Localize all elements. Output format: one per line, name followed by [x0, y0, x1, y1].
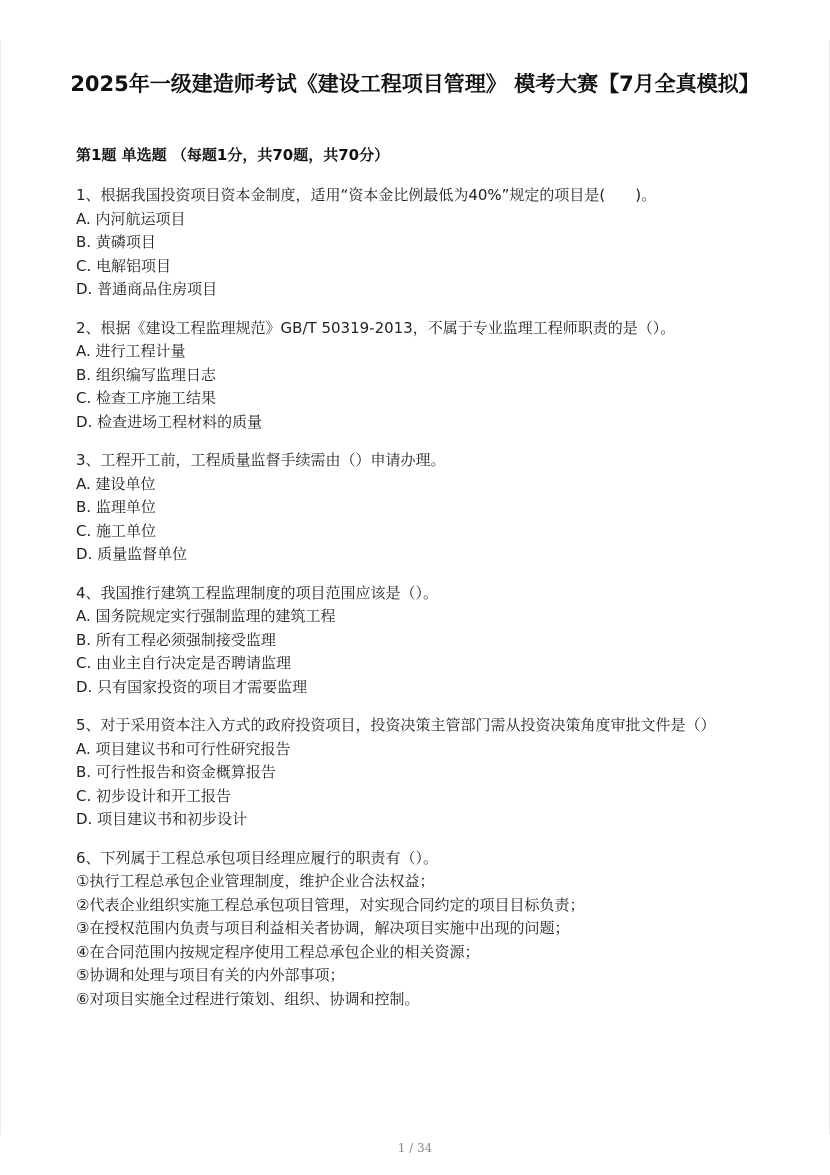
option-c: C. 施工单位	[76, 521, 157, 540]
option-b: B. 所有工程必须强制接受监理	[76, 630, 276, 649]
statement-1: ①执行工程总承包企业管理制度，维护企业合法权益；	[76, 872, 435, 890]
option-b: B. 黄磷项目	[76, 233, 156, 251]
option-a: A. 国务院规定实行强制监理的建筑工程	[76, 607, 336, 625]
section-heading: 第1题 单选题 （每题1分，共70题，共70分）	[76, 146, 390, 164]
statement-3: ③在授权范围内负责与项目利益相关者协调，解决项目实施中出现的问题；	[76, 919, 570, 937]
question-2	[76, 317, 761, 435]
option-c: C. 检查工序施工结果	[76, 389, 217, 407]
option-a: A. 内河航运项目	[76, 209, 186, 228]
question-1	[76, 184, 761, 302]
document-title: 2025年一级建造师考试《建设工程项目管理》 模考大赛【7月全真模拟】	[70, 72, 760, 96]
option-b: B. 监理单位	[76, 498, 156, 516]
option-b: B. 可行性报告和资金概算报告	[76, 763, 276, 781]
question-6	[76, 847, 761, 1012]
option-d: D. 项目建议书和初步设计	[76, 810, 248, 828]
question-stem: 2、根据《建设工程监理规范》GB/T 50319-2013，不属于专业监理工程师职责的是（）。	[76, 318, 676, 337]
statement-4: ④在合同范围内按规定程序使用工程总承包企业的相关资源；	[76, 942, 480, 961]
question-stem: 6、下列属于工程总承包项目经理应履行的职责有（）。	[76, 848, 439, 867]
statement-6: ⑥对项目实施全过程进行策划、组织、协调和控制。	[76, 989, 420, 1008]
option-c: C. 电解铝项目	[76, 256, 172, 275]
question-stem: 3、工程开工前，工程质量监督手续需由（）申请办理。	[76, 451, 446, 469]
page-indicator: 1 / 34	[397, 1141, 433, 1155]
option-d: D. 只有国家投资的项目才需要监理	[76, 677, 308, 696]
option-d: D. 质量监督单位	[76, 545, 188, 563]
option-a: A. 进行工程计量	[76, 342, 186, 360]
question-stem: 4、我国推行建筑工程监理制度的项目范围应该是（）。	[76, 583, 439, 602]
option-a: A. 建设单位	[76, 474, 156, 493]
question-4	[76, 582, 761, 700]
statement-2: ②代表企业组织实施工程总承包项目管理，对实现合同约定的项目目标负责；	[76, 895, 585, 914]
question-list	[76, 184, 761, 1026]
option-b: B. 组织编写监理日志	[76, 365, 216, 384]
statement-5: ⑤协调和处理与项目有关的内外部事项；	[76, 966, 345, 984]
question-stem: 1、根据我国投资项目资本金制度，适用“资本金比例最低为40%”规定的项目是( )。	[76, 186, 657, 204]
question-3	[76, 449, 761, 567]
option-d: D. 检查进场工程材料的质量	[76, 412, 263, 431]
option-c: C. 由业主自行决定是否聘请监理	[76, 654, 292, 672]
question-5	[76, 714, 761, 832]
option-c: C. 初步设计和开工报告	[76, 786, 232, 805]
option-d: D. 普通商品住房项目	[76, 280, 218, 298]
option-a: A. 项目建议书和可行性研究报告	[76, 739, 291, 758]
question-stem: 5、对于采用资本注入方式的政府投资项目，投资决策主管部门需从投资决策角度审批文件是（）	[76, 716, 716, 734]
